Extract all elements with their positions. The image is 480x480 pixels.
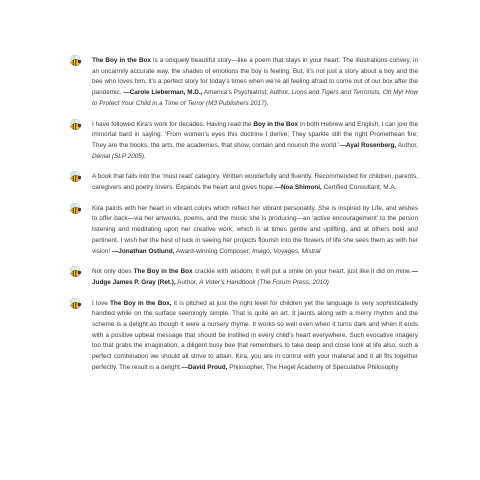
quote-text: I have followed Kira’s work for decades. Having read the [92, 120, 254, 128]
bold-text: Boy in the Box [253, 120, 299, 128]
quote-text: it is pitched at just the right level for children yet the language is very sophisticatedly handled while on the surface seemingly simple. That is quite an art. It jaunts along with a merry rhythm and the scheme is a delight as though it were a nursery rhyme. It works so well even when it turns dark and when it ends with a positive upbeat message that should be instilled in every child’s heart everywhere. Such evocative imagery too that grabs the imagination, a diligent busy bee that remembers to take deep and close look at life also, such a perfect combination we should all strive to attain. Kira, you are in control with your material and it all fits together perfectly. The result is a delight. [92, 299, 418, 371]
quote-text: Not only does [92, 268, 134, 276]
bold-text: —Judge James P. Gray (Ret.), [92, 268, 419, 286]
bold-text: —David Proud, [181, 363, 228, 371]
italic-text: Denial (SLP 2005) [92, 152, 144, 160]
quote-text: . [143, 152, 146, 160]
bold-text: The Boy in the Box, [110, 299, 172, 307]
testimonial-6 [68, 299, 418, 374]
testimonial-2 [68, 120, 418, 163]
quote-text: I love [92, 299, 111, 307]
testimonial-4 [68, 204, 418, 258]
quote-text: Author, [396, 141, 418, 149]
italic-text: Imago, Voyages, Mistral [252, 247, 321, 255]
bee-icon [68, 171, 83, 183]
bold-text: The Boy in the Box [133, 268, 193, 276]
testimonial-1 [68, 56, 418, 110]
quote-text: in both Hebrew and English, I can join the immortal bard in saying: ‘From women’s eyes this doctrine I derive; They sparkle still the right Promethean fire; They are the books, the arts, the academies, that show, contain and nourish the world.’ [92, 120, 418, 149]
bee-icon [68, 266, 83, 278]
quote-text: Award-winning Composer, [174, 247, 253, 255]
testimonial-3 [68, 172, 418, 193]
bold-text: —Carole Lieberman, M.D., [123, 89, 203, 97]
quote-text: Author, [175, 278, 200, 286]
testimonial-5 [68, 267, 418, 288]
bold-text: —Jonathan Ostlund, [111, 247, 175, 255]
quote-text: Kira paints with her heart in vibrant colors which reflect her vibrant personality. She is inspired by Life, and wishes to offer back—via her artworks, poems, and the music she is producing—an ‘active encouragement’ to the person listening and meditating upon her creative work; which is at times gentle and uplifting, and at others bold and pertinent. I wish her the best of luck in seeing her projects flourish into the flowers of life she sees them as with her vision! [92, 204, 418, 255]
italic-text: Lions and Tigers and Terrorists, Oh My! How to Protect Your Child in a Time of Terror (M3 Publishers 2017) [92, 89, 419, 107]
testimonials-list [68, 56, 418, 374]
quote-text: Philosopher, The Hegel Academy of Speculative Philosophy [227, 363, 399, 371]
quote-text: crackle with wisdom, it will put a smile on your heart, just like it did on mine. [192, 268, 412, 276]
bold-text: —Noa Shimoni, [274, 184, 322, 192]
italic-text: A Voter’s Handbook (The Forum Press, 2010) [199, 278, 329, 286]
quote-text: America’s Psychiatrist; Author, [202, 89, 292, 97]
quote-text: Certified Consultant, M.A. [321, 184, 397, 192]
quote-text: . [266, 99, 269, 107]
quote-text: is a uniquely beautiful story—like a poem that stays in your heart. The illustrations convey, in an uncannily accurate way, the shades of emotions the boy is feeling. But, it’s not just a story about a boy and the bee who loves him, it’s a perfect story for today’s times when we’re all feeling afraid to come out of our box after the pandemic. [92, 57, 419, 97]
bee-icon [68, 55, 83, 67]
bold-text: —Ayal Rosenberg, [339, 141, 397, 149]
bee-icon [68, 298, 83, 310]
bee-icon [68, 203, 83, 215]
bold-text: The Boy in the Box [92, 57, 151, 64]
quote-text: A book that falls into the ‘must read’ category. Written wonderfully and fluently. Recommended for children, parents, caregivers and poetry lovers. Expands the heart and gives hope. [92, 173, 418, 192]
bee-icon [68, 119, 83, 131]
